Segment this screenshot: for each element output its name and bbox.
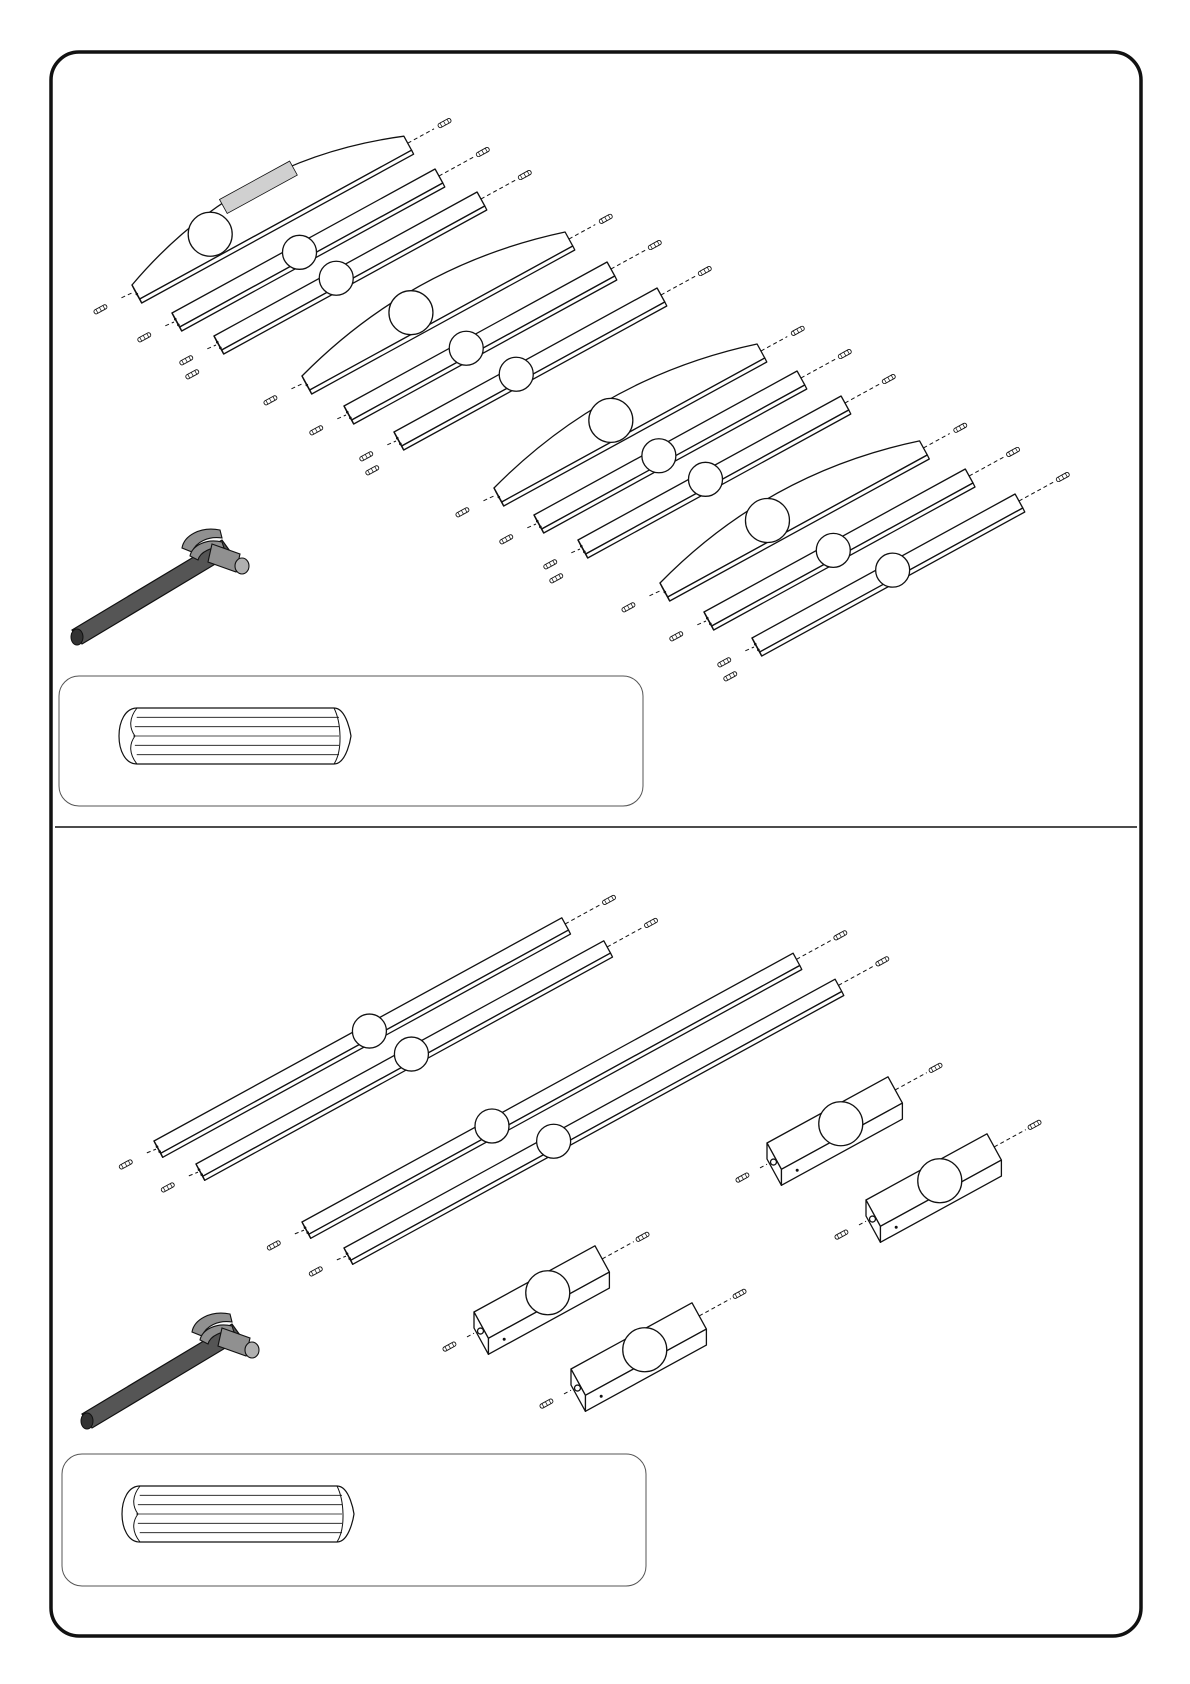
dowel-icon: [119, 708, 351, 764]
dowel-hole: [346, 411, 349, 414]
dowel-hole: [177, 324, 180, 327]
screw-hole: [796, 1169, 799, 1172]
part-callout: [475, 1109, 509, 1143]
part-callout: [642, 439, 676, 473]
dowel-hole: [399, 443, 402, 446]
part-callout: [188, 212, 232, 256]
part-callout: [394, 1037, 428, 1071]
dowel-hole: [757, 649, 760, 652]
part-callout: [537, 1124, 571, 1158]
dowel-hole: [396, 437, 399, 440]
dowel-hint-box: [59, 676, 643, 806]
dowel-hole: [583, 551, 586, 554]
part-callout: [918, 1159, 962, 1203]
dowel-hole: [539, 526, 542, 529]
dowel-hole: [219, 347, 222, 350]
dowel-hole: [216, 341, 219, 344]
part-callout: [745, 498, 789, 542]
part-callout: [319, 261, 353, 295]
dowel-hole: [200, 1173, 203, 1176]
hammer-face: [235, 558, 249, 574]
part-callout: [526, 1271, 570, 1315]
hammer-face: [245, 1342, 259, 1358]
part-callout: [623, 1328, 667, 1372]
screw-hole: [895, 1226, 898, 1229]
dowel-hole: [536, 520, 539, 523]
hammer-grip-end: [71, 629, 83, 645]
dowel-hole: [709, 623, 712, 626]
part-callout: [876, 553, 910, 587]
dowel-hole: [198, 1168, 201, 1171]
dowel-hole: [498, 496, 501, 499]
screw-hole: [503, 1338, 506, 1341]
dowel-hole: [349, 417, 352, 420]
dowel-hole: [346, 1252, 349, 1255]
part-callout: [352, 1014, 386, 1048]
dowel-hole: [304, 1226, 307, 1229]
hammer-grip-end: [81, 1413, 93, 1429]
dowel-hint-box: [62, 1454, 646, 1586]
dowel-hole: [754, 643, 757, 646]
screw-hole: [600, 1395, 603, 1398]
part-callout: [589, 398, 633, 442]
dowel-hole: [306, 1231, 309, 1234]
dowel-hole: [156, 1145, 159, 1148]
part-callout: [688, 462, 722, 496]
dowel-hole: [580, 545, 583, 548]
part-callout: [449, 331, 483, 365]
dowel-icon: [122, 1486, 354, 1542]
dowel-hole: [136, 293, 139, 296]
part-callout: [499, 357, 533, 391]
dowel-hole: [174, 318, 177, 321]
dowel-hole: [706, 617, 709, 620]
part-callout: [389, 291, 433, 335]
part-callout: [819, 1102, 863, 1146]
part-callout: [282, 235, 316, 269]
dowel-hole: [158, 1150, 161, 1153]
part-callout: [816, 533, 850, 567]
dowel-hole: [306, 384, 309, 387]
dowel-hole: [348, 1257, 351, 1260]
dowel-hole: [664, 591, 667, 594]
